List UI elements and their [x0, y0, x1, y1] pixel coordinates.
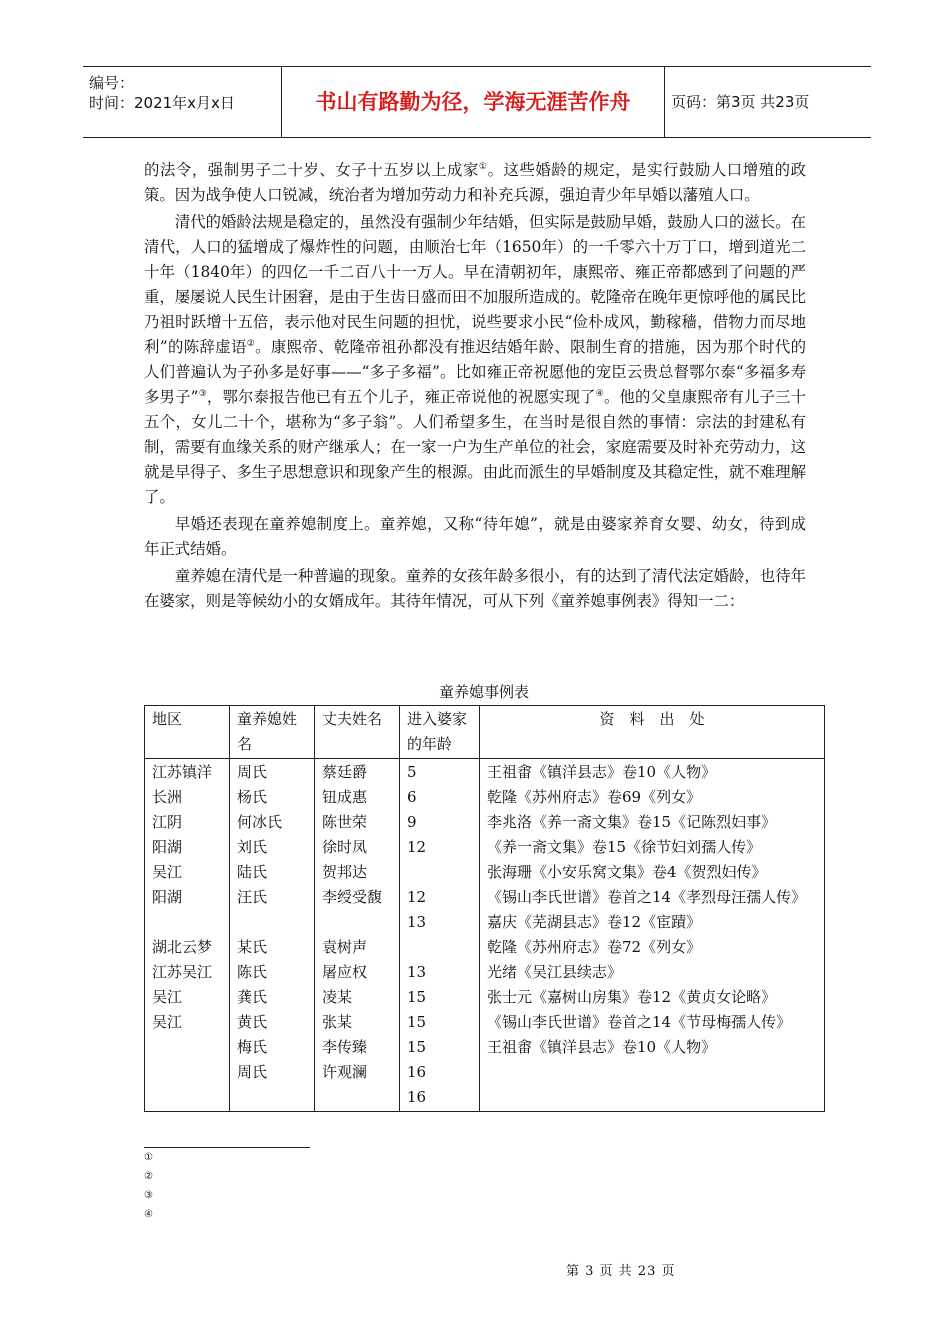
page-footer: 第 3 页 共 23 页 — [566, 1264, 676, 1279]
age-column: 5 6 9 12 12 13 13 15 15 15 16 16 — [400, 759, 480, 1112]
header-page-label: 页码：第3页 共23页 — [671, 93, 810, 111]
table-body-row — [145, 759, 825, 1112]
header-region: 地区 — [145, 706, 230, 759]
husband-column: 蔡廷爵 钮成惠 陈世荣 徐时凤 贺邦达 李绶受馥 袁树声 屠应权 凌某 张某 李传臻 许观澜 — [315, 759, 400, 1112]
footnote-ref-3[interactable]: ③ — [198, 388, 207, 399]
records-table — [144, 705, 825, 1112]
paragraph-1: 的法令，强制男子二十岁、女子十五岁以上成家①。这些婚龄的规定，是实行鼓励人口增殖的政策。因为战争使人口锐减，统治者为增加劳动力和补充兵源，强迫青少年早婚以藩殖人口。 — [144, 161, 806, 204]
header-date-label: 时间：2021年x月x日 — [89, 94, 235, 112]
footnote-ref-1[interactable]: ① — [478, 161, 488, 172]
table-header-row — [145, 706, 825, 759]
header-meta-cell — [83, 67, 282, 137]
header-husband: 丈夫姓名 — [315, 706, 400, 759]
header-source: 资 料 出 处 — [480, 706, 825, 759]
bride-column: 周氏 杨氏 何冰氏 刘氏 陆氏 汪氏 某氏 陈氏 龚氏 黄氏 梅氏 周氏 — [230, 759, 315, 1112]
footnote-4: ④ — [144, 1209, 153, 1220]
source-column: 王祖畬《镇洋县志》卷10《人物》 乾隆《苏州府志》卷69《列女》 李兆洛《养一斋文集》卷15《记陈烈妇事》 《养一斋文集》卷15《徐节妇刘孺人传》 张海珊《小安乐窝文集》卷4《贺烈妇传》 《锡山李氏世谱》卷首之14《孝烈母汪孺人传》 嘉庆《芜湖县志》卷12《宦蹟》 乾隆《苏州府志》卷72《列女》 光绪《吴江县续志》 张士元《嘉树山房集》卷12《黄贞女论略》 《锡山李氏世谱》卷首之14《节母梅孺人传》 王祖畬《镇洋县志》卷10《人物》 — [480, 759, 825, 1112]
header-bride: 童养媳姓名 — [230, 706, 315, 759]
footnote-ref-2[interactable]: ② — [246, 338, 256, 349]
footnote-ref-4[interactable]: ④ — [595, 388, 604, 399]
body-text — [144, 158, 806, 614]
table-caption: 童养媳事例表 — [438, 683, 529, 701]
footnote-2: ② — [144, 1171, 153, 1182]
header-age: 进入婆家的年龄 — [400, 706, 480, 759]
paragraph-3: 早婚还表现在童养媳制度上。童养媳，又称“待年媳”，就是由婆家养育女婴、幼女，待到成年正式结婚。 — [144, 515, 806, 558]
page-header — [83, 66, 871, 138]
footnote-3: ③ — [144, 1190, 153, 1201]
header-code-label: 编号： — [89, 74, 135, 92]
footnote-separator — [144, 1147, 310, 1148]
paragraph-4: 童养媳在清代是一种普遍的现象。童养的女孩年龄多很小，有的达到了清代法定婚龄，也待年在婆家，则是等候幼小的女婿成年。其待年情况，可从下列《童养媳事例表》得知一二： — [144, 567, 806, 610]
footnote-1: ① — [144, 1152, 153, 1163]
header-motto: 书山有路勤为径，学海无涯苦作舟 — [282, 67, 665, 137]
region-column: 江苏镇洋 长洲 江阴 阳湖 吴江 阳湖 湖北云梦 江苏吴江 吴江 吴江 — [145, 759, 230, 1112]
paragraph-2: 清代的婚龄法规是稳定的，虽然没有强制少年结婚，但实际是鼓励早婚，鼓励人口的滋长。在清代，人口的猛增成了爆炸性的问题，由顺治七年（1650年）的一千零六十万丁口，增到道光二十年（1840年）的四亿一千二百八十一万人。早在清朝初年，康熙帝、雍正帝都感到了问题的严重，屡屡说人民生计困窘，是由于生齿日盛而田不加服所造成的。乾隆帝在晚年更惊呼他的属民比乃祖时跃增十五倍，表示他对民生问题的担忧，说些要求小民“俭朴成风，勤稼穑，借物力而尽地利”的陈辞虚语②。康熙帝、乾隆帝祖孙都没有推迟结婚年龄、限制生育的措施，因为那个时代的人们普遍认为子孙多是好事——“多子多福”。比如雍正帝祝愿他的宠臣云贵总督鄂尔泰“多福多寿多男子”③，鄂尔泰报告他已有五个儿子，雍正帝说他的祝愿实现了④。他的父皇康熙帝有儿子三十五个，女儿二十个，堪称为“多子翁”。人们希望多生，在当时是很自然的事情：宗法的封建私有制，需要有血缘关系的财产继承人；在一家一户为生产单位的社会，家庭需要及时补充劳动力，这就是早得子、多生子思想意识和现象产生的根源。由此而派生的早婚制度及其稳定性，就不难理解了。 — [144, 213, 806, 506]
